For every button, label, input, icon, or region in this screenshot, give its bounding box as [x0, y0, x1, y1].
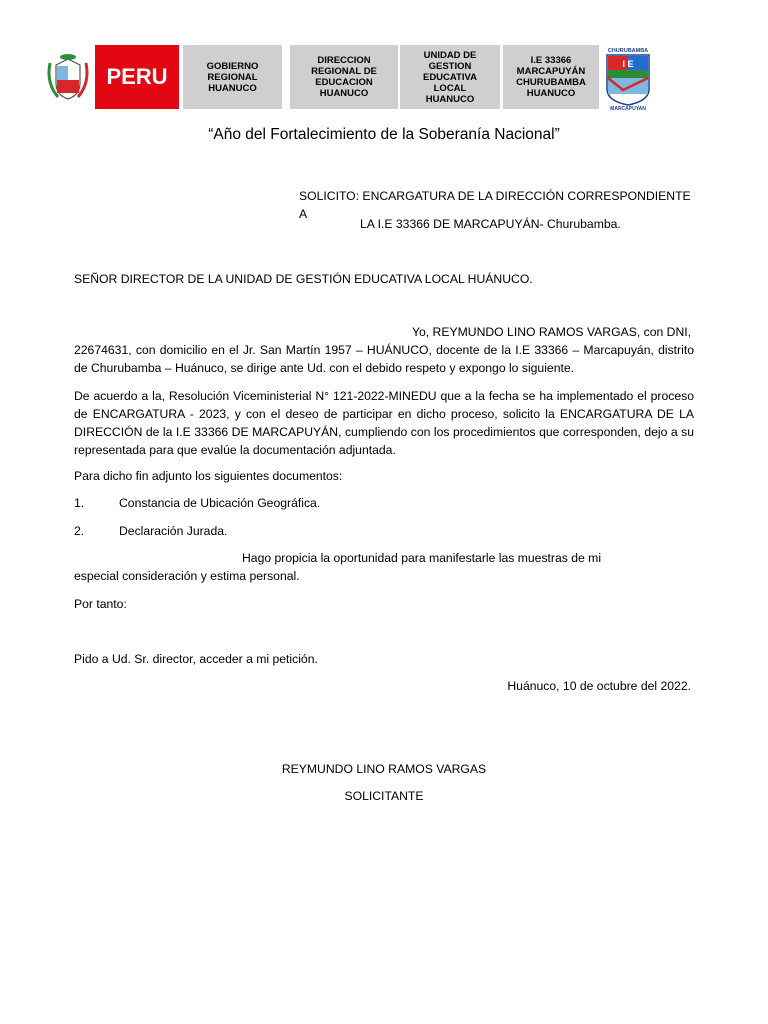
school-shield-icon — [603, 45, 653, 111]
attachment-text: Declaración Jurada. — [119, 524, 228, 538]
box-line: UNIDAD DE — [423, 49, 477, 61]
shield-top-text: CHURUBAMBA — [607, 48, 649, 54]
year-title: “Año del Fortalecimiento de la Soberanía Nacional” — [208, 126, 560, 143]
subject-line-1: SOLICITO: ENCARGATURA DE LA DIRECCIÓN CORRESPONDIENTE A — [299, 189, 691, 221]
signer-role: SOLICITANTE — [344, 789, 424, 803]
body-paragraph: De acuerdo a la, Resolución Viceministerial N° 121-2022-MINEDU que a la fecha se ha implementado el proceso de ENCARGATURA - 2023, y con el deseo de participar en dicho proceso, solicito la ENCARGATURA DE LA DIRECCIÓN de la I.E 33366 DE MARCAPUYÁN, cumpliendo con los procedimientos que corresponden, dejo a su representada para que evalúe la documentación adjuntada. — [74, 389, 694, 457]
por-tanto: Por tanto: — [74, 597, 127, 611]
box-line: HUANUCO — [425, 93, 475, 105]
date-line: Huánuco, 10 de octubre del 2022. — [507, 679, 691, 693]
attachment-number: 1. — [74, 496, 85, 510]
gobierno-regional-box — [183, 45, 282, 109]
institucion-box — [503, 45, 599, 109]
box-line: DIRECCION — [317, 55, 371, 66]
attachment-number: 2. — [74, 524, 85, 538]
peru-coat-of-arms-icon — [46, 53, 90, 103]
signer-name: REYMUNDO LINO RAMOS VARGAS — [281, 762, 487, 776]
attachment-item — [74, 522, 694, 540]
box-line: I.E 33366 — [530, 55, 572, 66]
letterhead — [42, 45, 654, 111]
box-line: GOBIERNO — [206, 60, 259, 72]
intro-first-line: Yo, REYMUNDO LINO RAMOS VARGAS, con DNI, — [412, 325, 692, 339]
request-line: Pido a Ud. Sr. director, acceder a mi petición. — [74, 652, 318, 666]
attachment-text: Constancia de Ubicación Geográfica. — [119, 496, 321, 510]
subject-line-2: LA I.E 33366 DE MARCAPUYÁN- Churubamba. — [360, 217, 621, 231]
box-line: REGIONAL — [207, 71, 258, 83]
shield-bottom-text: MARCAPUYAN — [610, 106, 646, 111]
attachment-item — [74, 494, 694, 512]
addressee: SEÑOR DIRECTOR DE LA UNIDAD DE GESTIÓN EDUCATIVA LOCAL HUÁNUCO. — [74, 272, 533, 286]
box-line: HUANUCO — [319, 88, 369, 99]
direccion-regional-box — [290, 45, 398, 109]
box-line: GESTION — [428, 60, 472, 72]
box-line: LOCAL — [433, 82, 467, 94]
box-line: HUANUCO — [526, 88, 576, 99]
box-line: REGIONAL DE — [311, 66, 377, 77]
attachments-intro: Para dicho fin adjunto los siguientes documentos: — [74, 469, 343, 483]
box-line: EDUCACION — [315, 77, 373, 88]
box-line: CHURUBAMBA — [516, 77, 586, 88]
peru-brand-label: PERU — [95, 45, 179, 109]
closing-first-line: Hago propicia la oportunidad para manifestarle las muestras de mi — [242, 551, 602, 565]
box-line: HUANUCO — [208, 82, 257, 94]
box-line: EDUCATIVA — [422, 71, 477, 83]
ugel-box — [400, 45, 500, 109]
intro-paragraph: 22674631, con domicilio en el Jr. San Martín 1957 – HUÁNUCO, docente de la I.E 33366 – Marcapuyán, distrito de Churubamba – Huánuco, se dirige ante Ud. con el debido respeto y expongo lo siguiente. — [74, 343, 694, 375]
closing-rest: especial consideración y estima personal. — [74, 569, 300, 583]
shield-letters: I E — [622, 59, 634, 69]
box-line: MARCAPUYÁN — [516, 66, 586, 77]
